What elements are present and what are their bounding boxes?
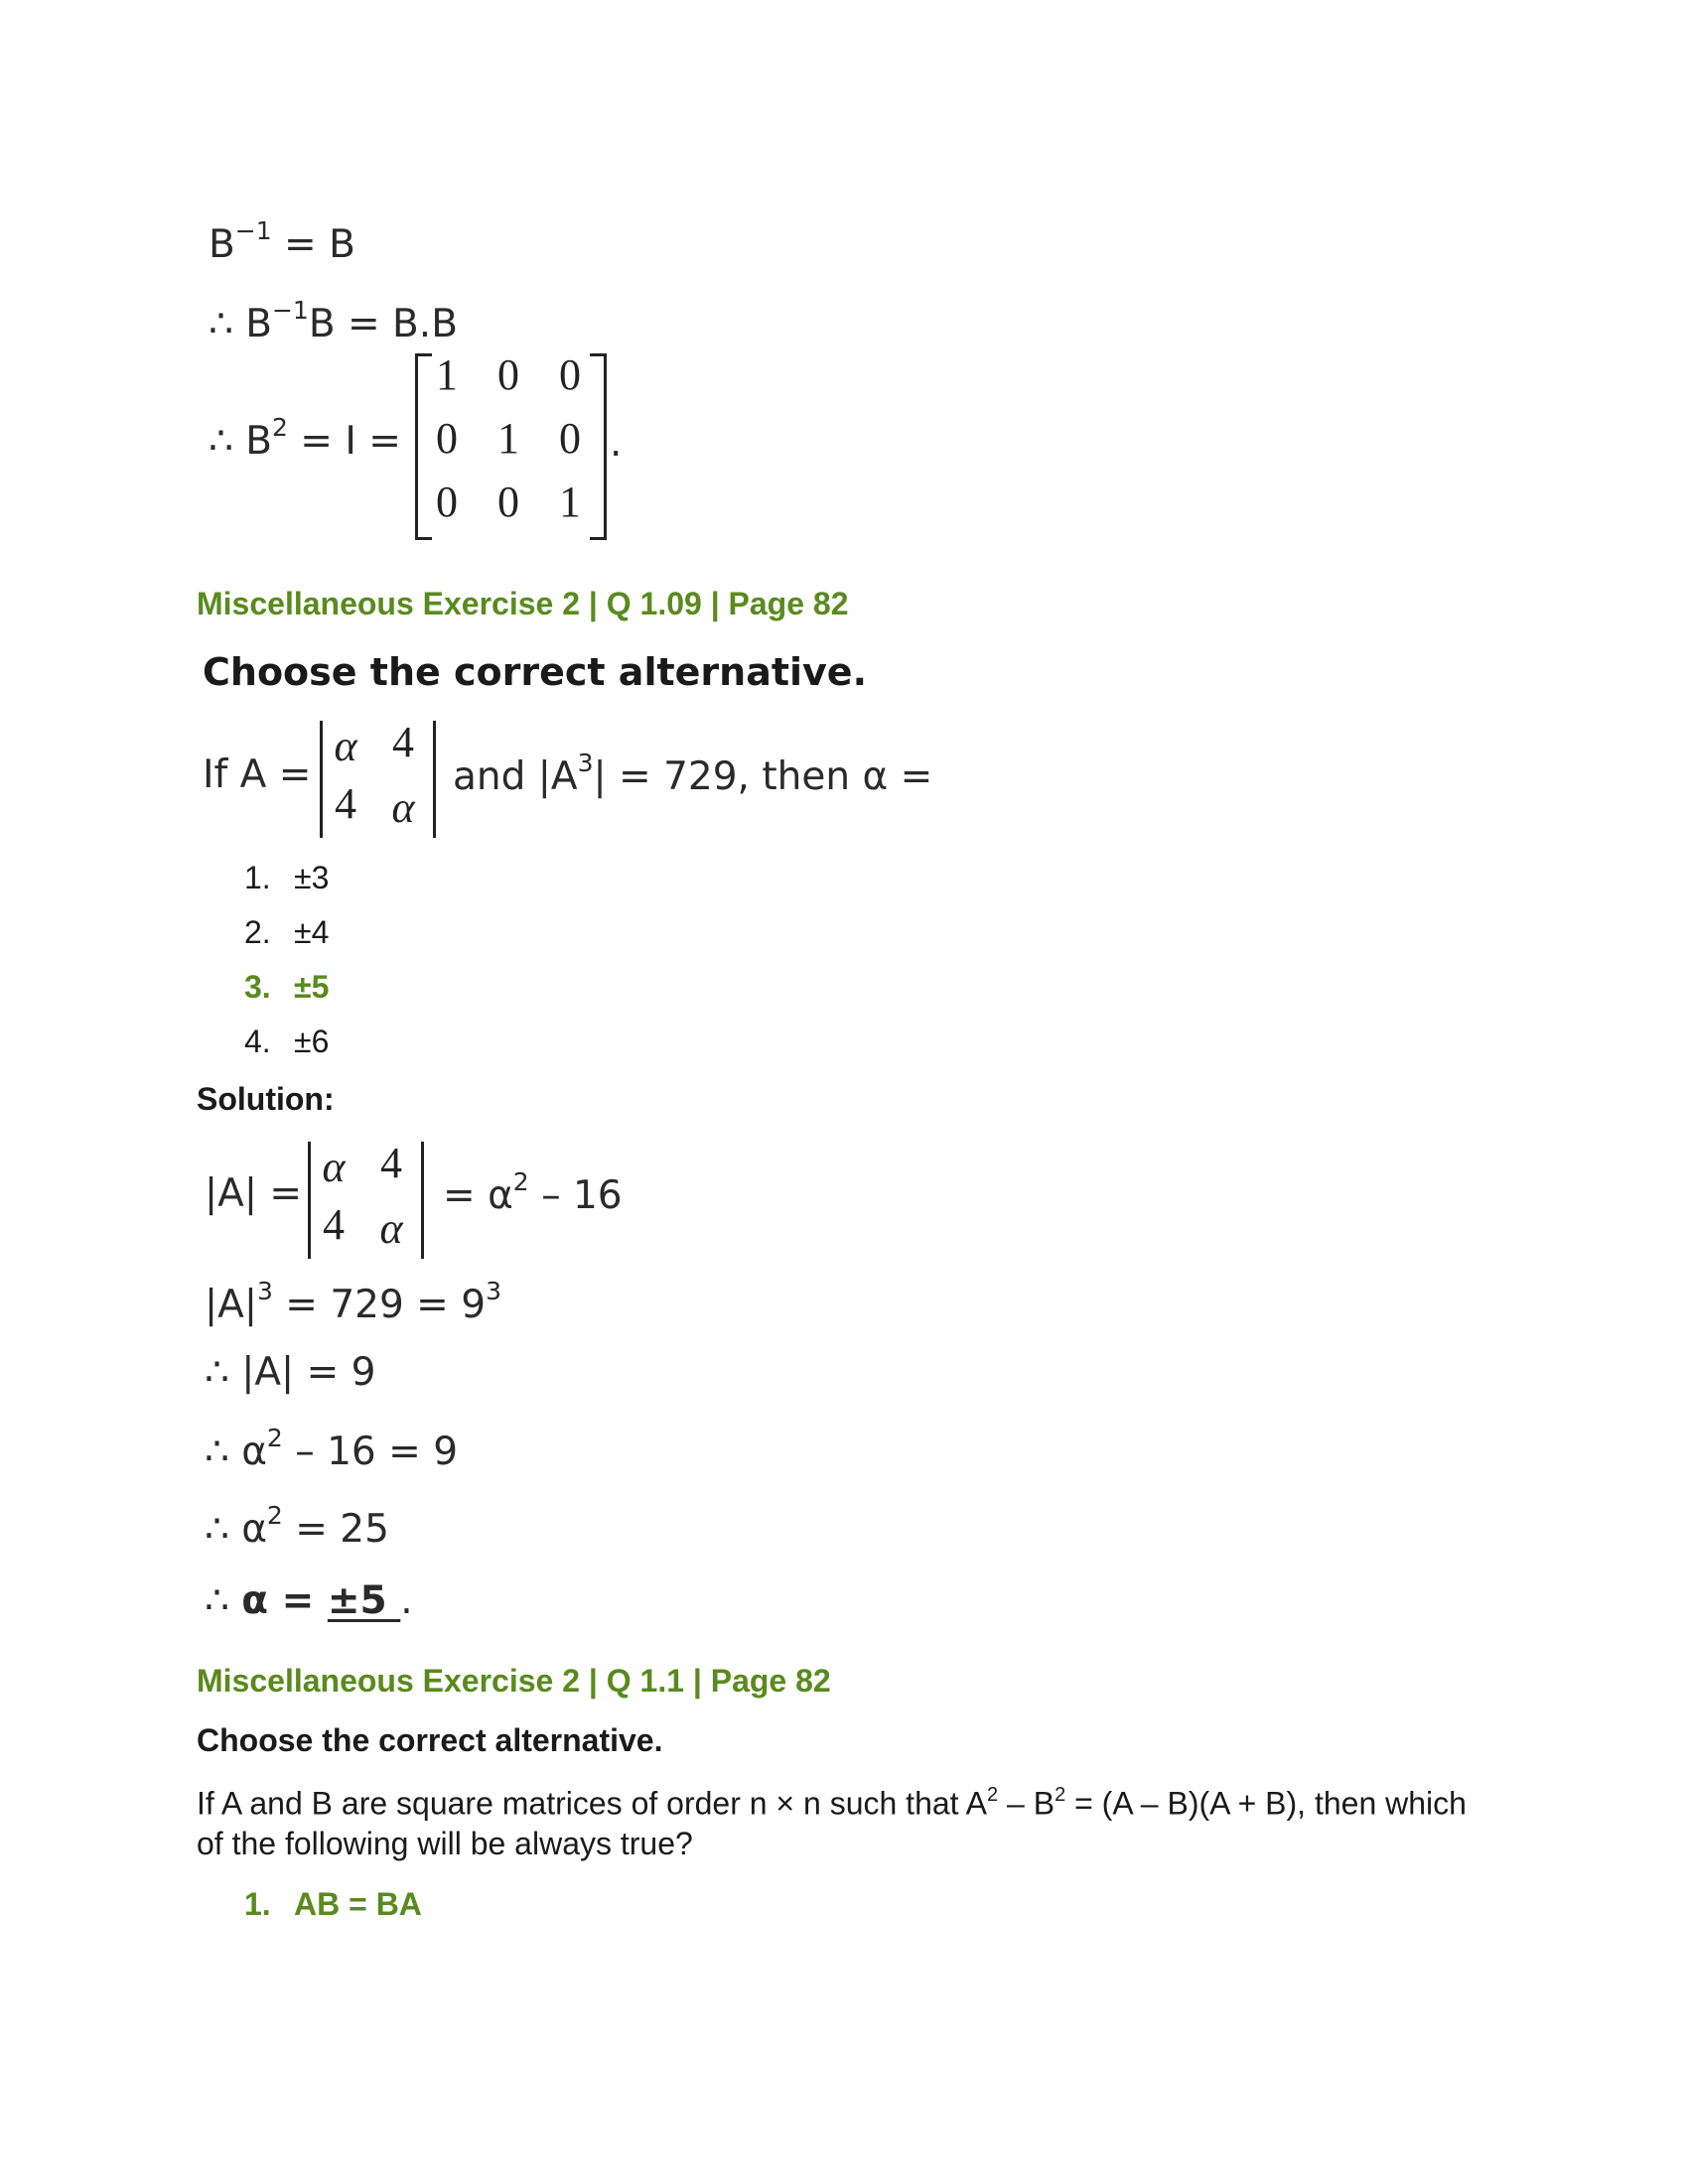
solution-line-1-suffix — [443, 1167, 623, 1218]
stem-text: If A and B are square matrices of order n × n such that A — [197, 1785, 988, 1822]
solution-line-3: ∴ |A| = 9 — [205, 1350, 376, 1395]
det-cell: α — [334, 722, 357, 770]
question-stem-suffix — [453, 749, 933, 799]
det-cell: α — [391, 783, 415, 832]
det-cell: 4 — [335, 779, 356, 828]
eq-text: – 16 = 9 — [282, 1430, 459, 1474]
matrix-cell: 0 — [436, 414, 458, 463]
stem-sup: 2 — [1055, 1784, 1066, 1806]
option-number: 1. — [244, 1886, 271, 1922]
matrix-cell: 1 — [559, 478, 581, 526]
question-prompt: Choose the correct alternative. — [197, 1722, 663, 1758]
eq-text: = 25 — [282, 1507, 389, 1552]
eq-sup: 3 — [256, 1277, 273, 1305]
stem-sup: 2 — [987, 1784, 999, 1806]
solution-line-5 — [205, 1501, 389, 1552]
matrix-cell: 1 — [436, 350, 458, 399]
det-cell: 4 — [380, 1139, 402, 1187]
eq-text: = B — [271, 222, 355, 267]
eq-b-squared — [209, 413, 401, 464]
stem-text: | = 729, then α = — [593, 754, 933, 799]
eq-sup: 2 — [266, 1501, 283, 1530]
option-text: ±5 — [294, 969, 330, 1005]
eq-sup: 2 — [271, 413, 288, 442]
det-left-bar — [308, 1142, 311, 1259]
stem-text: = (A – B)(A + B), then which of the following will be always true? — [197, 1785, 1467, 1861]
eq-sup: 2 — [512, 1167, 529, 1196]
det-cell: 4 — [392, 718, 414, 766]
question-heading[interactable]: Miscellaneous Exercise 2 | Q 1.1 | Page 82 — [197, 1663, 831, 1699]
eq-text: ∴ α — [205, 1507, 267, 1552]
stem-text: and |A — [453, 754, 578, 799]
matrix-cell: 0 — [497, 478, 519, 526]
solution-line-4 — [205, 1424, 459, 1474]
eq-text: – 16 — [528, 1173, 623, 1218]
eq-sup: 3 — [486, 1277, 501, 1305]
solution-label: Solution: — [197, 1081, 335, 1117]
eq-sup: 2 — [266, 1424, 283, 1452]
option-3-correct[interactable] — [244, 969, 329, 1006]
det-cell: α — [322, 1143, 346, 1191]
eq-trailing-period: . — [610, 421, 623, 466]
question-heading[interactable]: Miscellaneous Exercise 2 | Q 1.09 | Page 82 — [197, 586, 849, 621]
matrix-cell: 0 — [497, 350, 519, 399]
option-1[interactable] — [244, 860, 329, 896]
option-number: 1. — [244, 860, 271, 895]
eq-sup: −1 — [271, 296, 309, 325]
matrix-cell: 0 — [436, 478, 458, 526]
option-number: 2. — [244, 914, 271, 950]
option-4[interactable] — [244, 1024, 329, 1060]
eq-text: . — [400, 1578, 413, 1623]
det-left-bar — [320, 721, 323, 838]
identity-matrix — [415, 349, 604, 538]
question-prompt: Choose the correct alternative. — [203, 650, 868, 694]
stem-text: – B — [998, 1785, 1055, 1822]
eq-text: ∴ B — [209, 302, 272, 346]
option-number: 4. — [244, 1024, 271, 1059]
stem-sup: 3 — [577, 749, 594, 777]
eq-text: = 729 = 9 — [272, 1283, 487, 1327]
det-cell: 4 — [323, 1200, 345, 1249]
answer-value: ±5 — [327, 1578, 401, 1623]
matrix-right-bracket — [590, 353, 607, 540]
determinant-a-solution — [308, 1139, 427, 1259]
matrix-cell: 0 — [559, 350, 581, 399]
determinant-a — [320, 718, 439, 838]
eq-b-inverse — [209, 216, 355, 267]
option-2[interactable] — [244, 914, 329, 951]
matrix-cell: 1 — [497, 414, 519, 463]
det-right-bar — [421, 1142, 424, 1259]
question-stem-prefix: If A = — [203, 752, 312, 797]
eq-sup: −1 — [234, 216, 272, 245]
eq-b-inverse-b — [209, 296, 458, 346]
matrix-cell: 0 — [559, 414, 581, 463]
eq-text: B = B.B — [308, 302, 458, 346]
solution-line-1-prefix: |A| = — [205, 1171, 303, 1216]
question-stem — [197, 1777, 1468, 1863]
eq-text: = I = — [287, 419, 401, 464]
eq-text: ∴ B — [209, 419, 272, 464]
answer-lhs: α = — [241, 1578, 328, 1623]
option-number: 3. — [244, 969, 271, 1005]
det-cell: α — [379, 1204, 403, 1253]
option-text: ±6 — [294, 1024, 330, 1059]
option-1-correct[interactable] — [244, 1886, 422, 1923]
eq-text: = α — [443, 1173, 513, 1218]
eq-text: ∴ α — [205, 1430, 267, 1474]
eq-text: |A| — [205, 1283, 257, 1327]
eq-text: B — [209, 222, 235, 267]
option-text: ±3 — [294, 860, 330, 895]
option-text: ±4 — [294, 914, 330, 950]
solution-line-2 — [205, 1277, 501, 1327]
solution-final-answer — [205, 1578, 413, 1623]
det-right-bar — [433, 721, 436, 838]
eq-text: ∴ — [205, 1578, 242, 1623]
option-text: AB = BA — [294, 1886, 422, 1922]
